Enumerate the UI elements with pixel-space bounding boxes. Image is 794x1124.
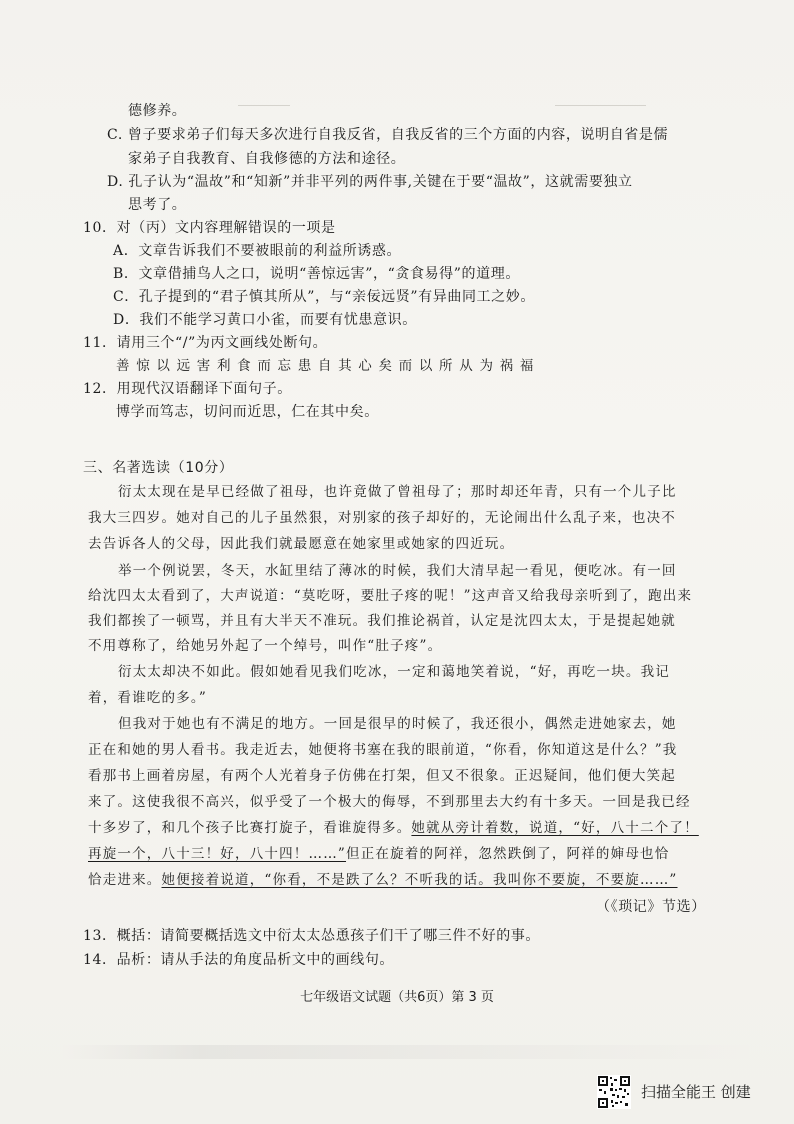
question-11: 11．请用三个“/”为丙文画线处断句。: [83, 335, 328, 351]
option-d: D. 孔子认为“温故”和“知新”并非平列的两件事,关键在于要“温故”，这就需要独立: [107, 174, 633, 190]
underlined-sentence: 她便接着说道，“你看，不是跌了么？不听我的话。我叫你不要旋，不要旋……”: [161, 872, 678, 888]
passage-line: 看那书上画着房屋，有两个人光着身子仿佛在打架，但又不很象。正迟疑间，他们便大笑起: [88, 768, 676, 784]
passage-line: 正在和她的男人看书。我走近去，她便将书塞在我的眼前道，“你看，你知道这是什么？”我: [88, 742, 678, 758]
passage-line: 举一个例说罢，冬天，水缸里结了薄冰的时候，我们大清早起一看见，便吃冰。有一回: [118, 563, 677, 579]
text-line: 思考了。: [128, 197, 187, 213]
passage-line: 但我对于她也有不满足的地方。一回是很早的时候了，我还很小，偶然走进她家去，她: [118, 716, 677, 732]
passage-line: 衍太太却决不如此。假如她看见我们吃冰，一定和蔼地笑着说，“好，再吃一块。我记: [118, 664, 671, 680]
passage-line: 我大三四岁。她对自己的儿子虽然狠，对别家的孩子却好的，无论闹出什么乱子来，也决不: [88, 510, 676, 526]
sentence-to-translate: 博学而笃志，切问而近思，仁在其中矣。: [116, 404, 379, 420]
passage-line: 衍太太现在是早已经做了祖母，也许竟做了曾祖母了；那时却还年青，只有一个儿子比: [118, 484, 677, 500]
scanner-watermark: 扫描全能王 创建: [641, 1083, 751, 1101]
passage-line: 去告诉各人的父母，因此我们就最愿意在她家里或她家的四近玩。: [88, 536, 515, 552]
question-13: 13．概括：请简要概括选文中衍太太怂恿孩子们干了哪三件不好的事。: [83, 928, 541, 944]
option-c: C. 曾子要求弟子们每天多次进行自我反省，自我反省的三个方面的内容，说明自省是儒: [107, 127, 669, 143]
passage-line: 给沈四太太看到了，大声说道：“莫吃呀，要肚子疼的呢！”这声音又给我母亲听到了，跑出来: [88, 588, 693, 604]
passage-line: 不用尊称了，给她另外起了一个绰号，叫作“肚子疼”。: [88, 638, 443, 654]
option-b: B．文章借捕鸟人之口，说明“善惊远害”，“贪食易得”的道理。: [113, 266, 520, 282]
passage-text: 十多岁了，和几个孩子比赛打旋子，看谁旋得多。: [88, 820, 412, 836]
option-c: C．孔子提到的“君子慎其所从”，与“亲佞远贤”有异曲同工之妙。: [113, 289, 535, 305]
option-a: A．文章告诉我们不要被眼前的利益所诱惑。: [113, 243, 402, 259]
qr-code-icon: [597, 1075, 631, 1109]
page-footer: 七年级语文试题（共6页）第 3 页: [300, 990, 494, 1005]
underlined-sentence: 她就从旁计着数，说道，“好，八十二个了！: [411, 820, 699, 836]
passage-line: 我们都挨了一顿骂，并且有大半天不准玩。我们推论祸首，认定是沈四太太，于是提起她就: [88, 613, 676, 629]
passage-line: [88, 818, 699, 838]
passage-line: [88, 844, 669, 864]
underlined-sentence: 再旋一个，八十三！好，八十四！……”: [88, 846, 347, 862]
section-heading: 三、名著选读（10分）: [83, 460, 234, 476]
option-d: D．我们不能学习黄口小雀，而要有忧患意识。: [113, 312, 417, 328]
passage-text: 恰走进来。: [88, 872, 162, 888]
passage-text: 但正在旋着的阿祥，忽然跌倒了，阿祥的婶母也恰: [346, 846, 670, 862]
passage-line: [88, 870, 678, 890]
passage-line: 来了。这使我很不高兴，似乎受了一个极大的侮辱，不到那里去大约有十多天。一回是我已经: [88, 794, 691, 810]
passage-line: 着，看谁吃的多。”: [88, 690, 207, 706]
scan-smudge: [60, 1045, 760, 1059]
bleed-through-text: ⎯⎯⎯⎯⎯⎯⎯⎯: [238, 98, 290, 113]
sentence-to-punctuate: 善 惊 以 远 害 利 食 而 忘 患 自 其 心 矣 而 以 所 从 为 祸 福: [116, 358, 535, 374]
text-line: 德修养。: [128, 103, 187, 119]
question-14: 14．品析：请从手法的角度品析文中的画线句。: [83, 952, 395, 968]
question-12: 12．用现代汉语翻译下面句子。: [83, 381, 292, 397]
passage-source: （《琐记》节选）: [596, 899, 706, 915]
bleed-through-text: ⎯⎯⎯⎯⎯⎯⎯⎯⎯⎯⎯⎯⎯⎯: [555, 98, 646, 113]
text-line: 家弟子自我教育、自我修德的方法和途径。: [128, 151, 406, 167]
question-10: 10．对（丙）文内容理解错误的一项是: [83, 220, 336, 236]
